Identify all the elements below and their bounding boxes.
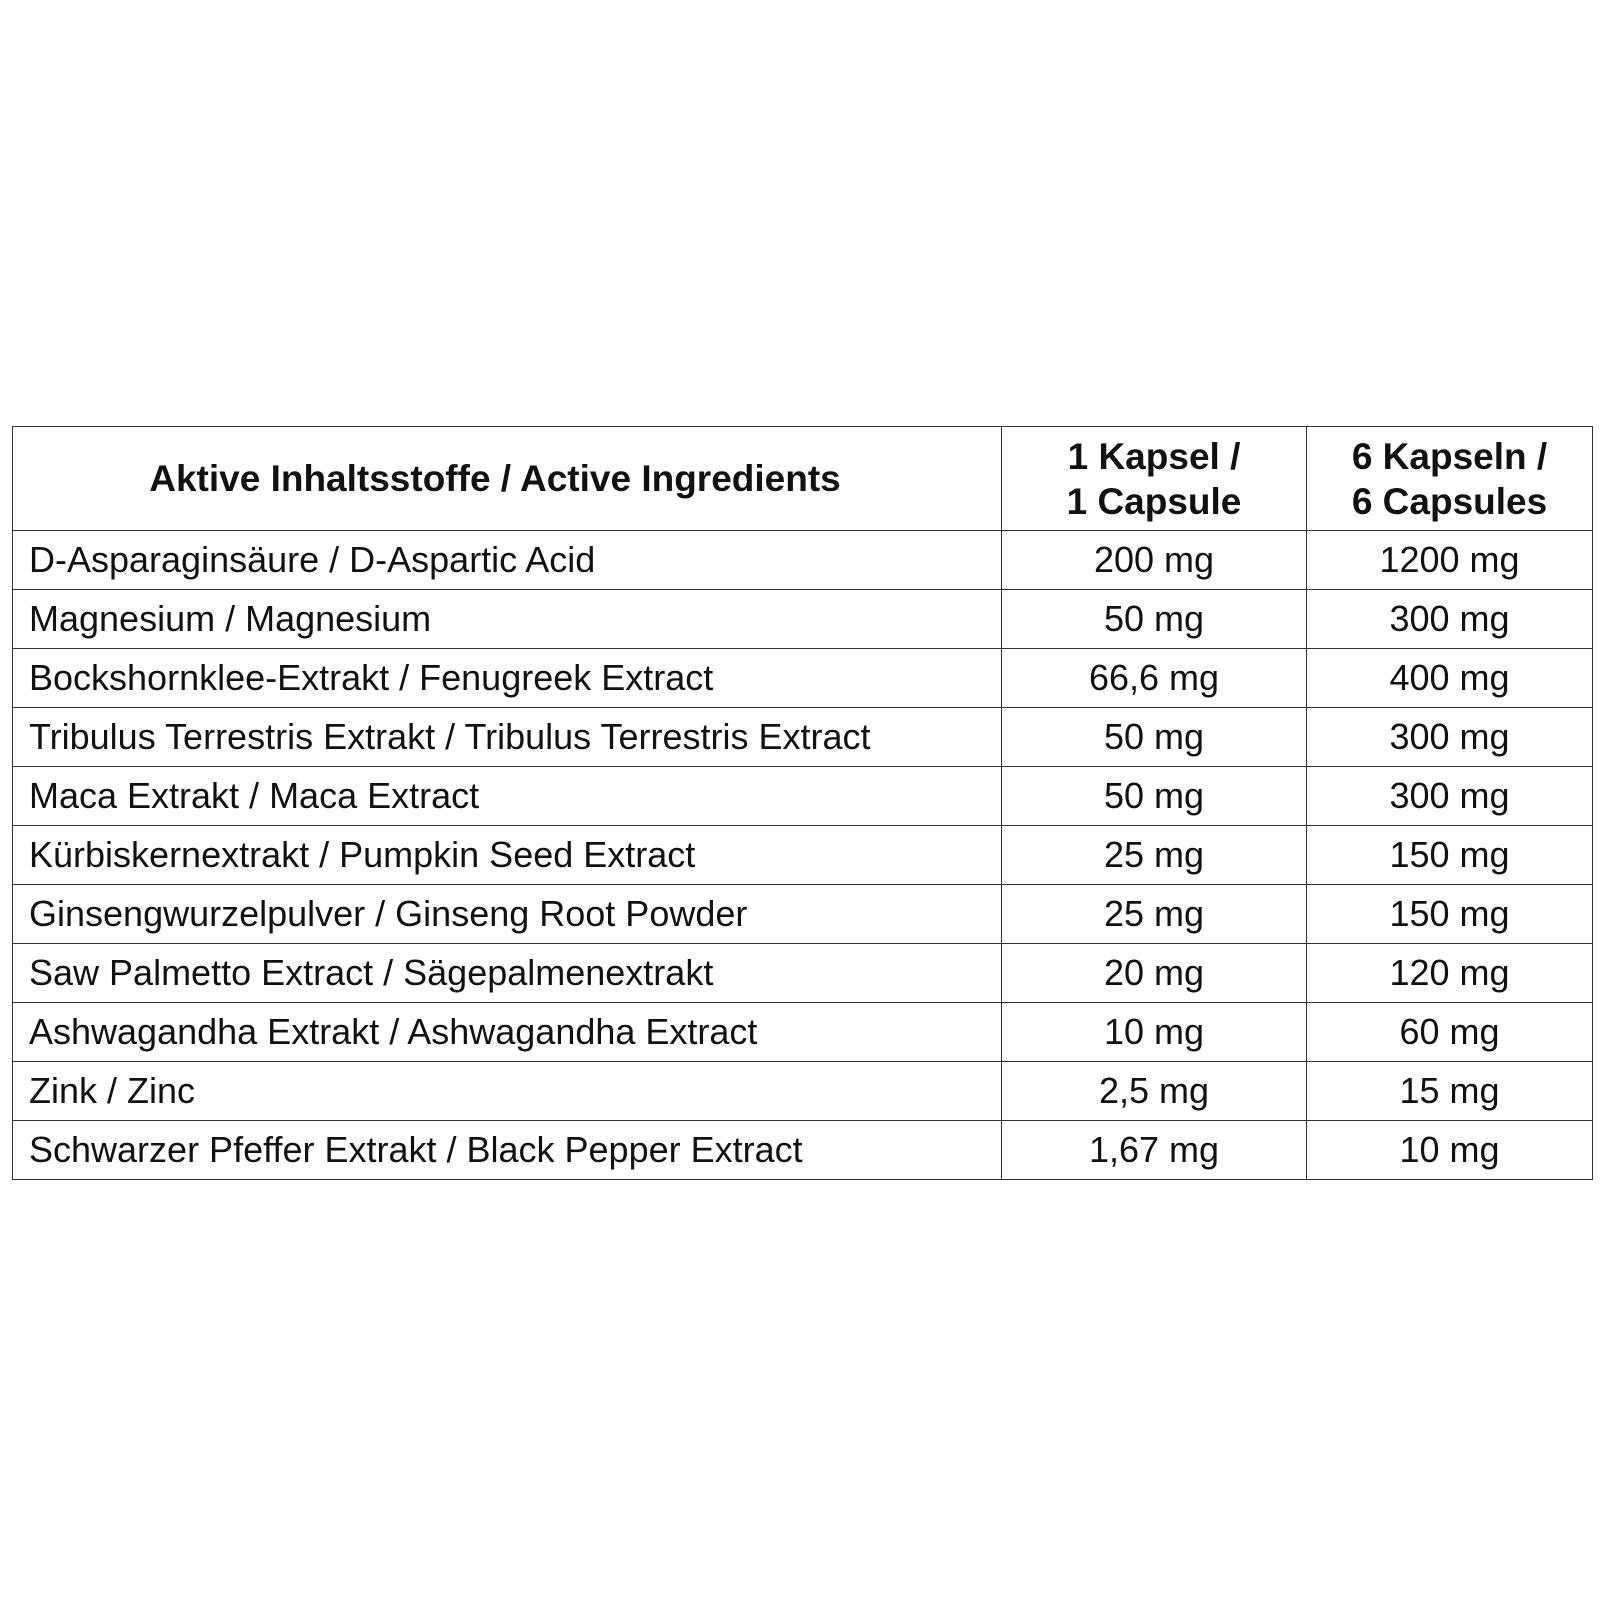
table-header — [13, 427, 1593, 531]
amount-per-six: 300 mg — [1307, 767, 1593, 826]
amount-per-one: 50 mg — [1002, 767, 1307, 826]
ingredient-name: Ashwagandha Extrakt / Ashwagandha Extract — [13, 1003, 1002, 1062]
amount-per-six: 300 mg — [1307, 590, 1593, 649]
amount-per-one: 66,6 mg — [1002, 649, 1307, 708]
ingredient-name: Tribulus Terrestris Extrakt / Tribulus Terrestris Extract — [13, 708, 1002, 767]
ingredient-name: Zink / Zinc — [13, 1062, 1002, 1121]
header-per-one-line-1: 1 Kapsel / — [1067, 435, 1241, 477]
header-per-one-capsule — [1002, 427, 1307, 531]
amount-per-six: 120 mg — [1307, 944, 1593, 1003]
amount-per-six: 10 mg — [1307, 1121, 1593, 1180]
table-row — [13, 944, 1593, 1003]
amount-per-one: 20 mg — [1002, 944, 1307, 1003]
ingredient-name: Schwarzer Pfeffer Extrakt / Black Pepper Extract — [13, 1121, 1002, 1180]
table-row — [13, 826, 1593, 885]
table-row — [13, 1062, 1593, 1121]
ingredient-name: Kürbiskernextrakt / Pumpkin Seed Extract — [13, 826, 1002, 885]
amount-per-one: 25 mg — [1002, 885, 1307, 944]
header-row — [13, 427, 1593, 531]
table-row — [13, 531, 1593, 590]
ingredient-name: Maca Extrakt / Maca Extract — [13, 767, 1002, 826]
ingredient-name: Saw Palmetto Extract / Sägepalmenextrakt — [13, 944, 1002, 1003]
table-row — [13, 590, 1593, 649]
amount-per-six: 150 mg — [1307, 885, 1593, 944]
amount-per-six: 150 mg — [1307, 826, 1593, 885]
table-row — [13, 1003, 1593, 1062]
ingredient-name: Magnesium / Magnesium — [13, 590, 1002, 649]
amount-per-one: 25 mg — [1002, 826, 1307, 885]
table-row — [13, 649, 1593, 708]
ingredient-name: D-Asparaginsäure / D-Aspartic Acid — [13, 531, 1002, 590]
table-row — [13, 885, 1593, 944]
table-body — [13, 531, 1593, 1180]
amount-per-one: 50 mg — [1002, 708, 1307, 767]
header-per-six-line-2: 6 Capsules — [1351, 480, 1548, 522]
table-row — [13, 1121, 1593, 1180]
ingredient-name: Ginsengwurzelpulver / Ginseng Root Powder — [13, 885, 1002, 944]
amount-per-one: 50 mg — [1002, 590, 1307, 649]
ingredients-table-container — [12, 426, 1592, 1180]
amount-per-one: 10 mg — [1002, 1003, 1307, 1062]
amount-per-one: 1,67 mg — [1002, 1121, 1307, 1180]
amount-per-six: 400 mg — [1307, 649, 1593, 708]
ingredients-table — [12, 426, 1593, 1180]
amount-per-one: 200 mg — [1002, 531, 1307, 590]
header-per-one-line-2: 1 Capsule — [1066, 480, 1242, 522]
header-per-six-line-1: 6 Kapseln / — [1351, 435, 1548, 477]
table-row — [13, 708, 1593, 767]
amount-per-six: 60 mg — [1307, 1003, 1593, 1062]
amount-per-six: 15 mg — [1307, 1062, 1593, 1121]
amount-per-six: 300 mg — [1307, 708, 1593, 767]
table-row — [13, 767, 1593, 826]
ingredient-name: Bockshornklee-Extrakt / Fenugreek Extract — [13, 649, 1002, 708]
amount-per-six: 1200 mg — [1307, 531, 1593, 590]
header-ingredient: Aktive Inhaltsstoffe / Active Ingredients — [13, 427, 1002, 531]
amount-per-one: 2,5 mg — [1002, 1062, 1307, 1121]
header-per-six-capsules — [1307, 427, 1593, 531]
